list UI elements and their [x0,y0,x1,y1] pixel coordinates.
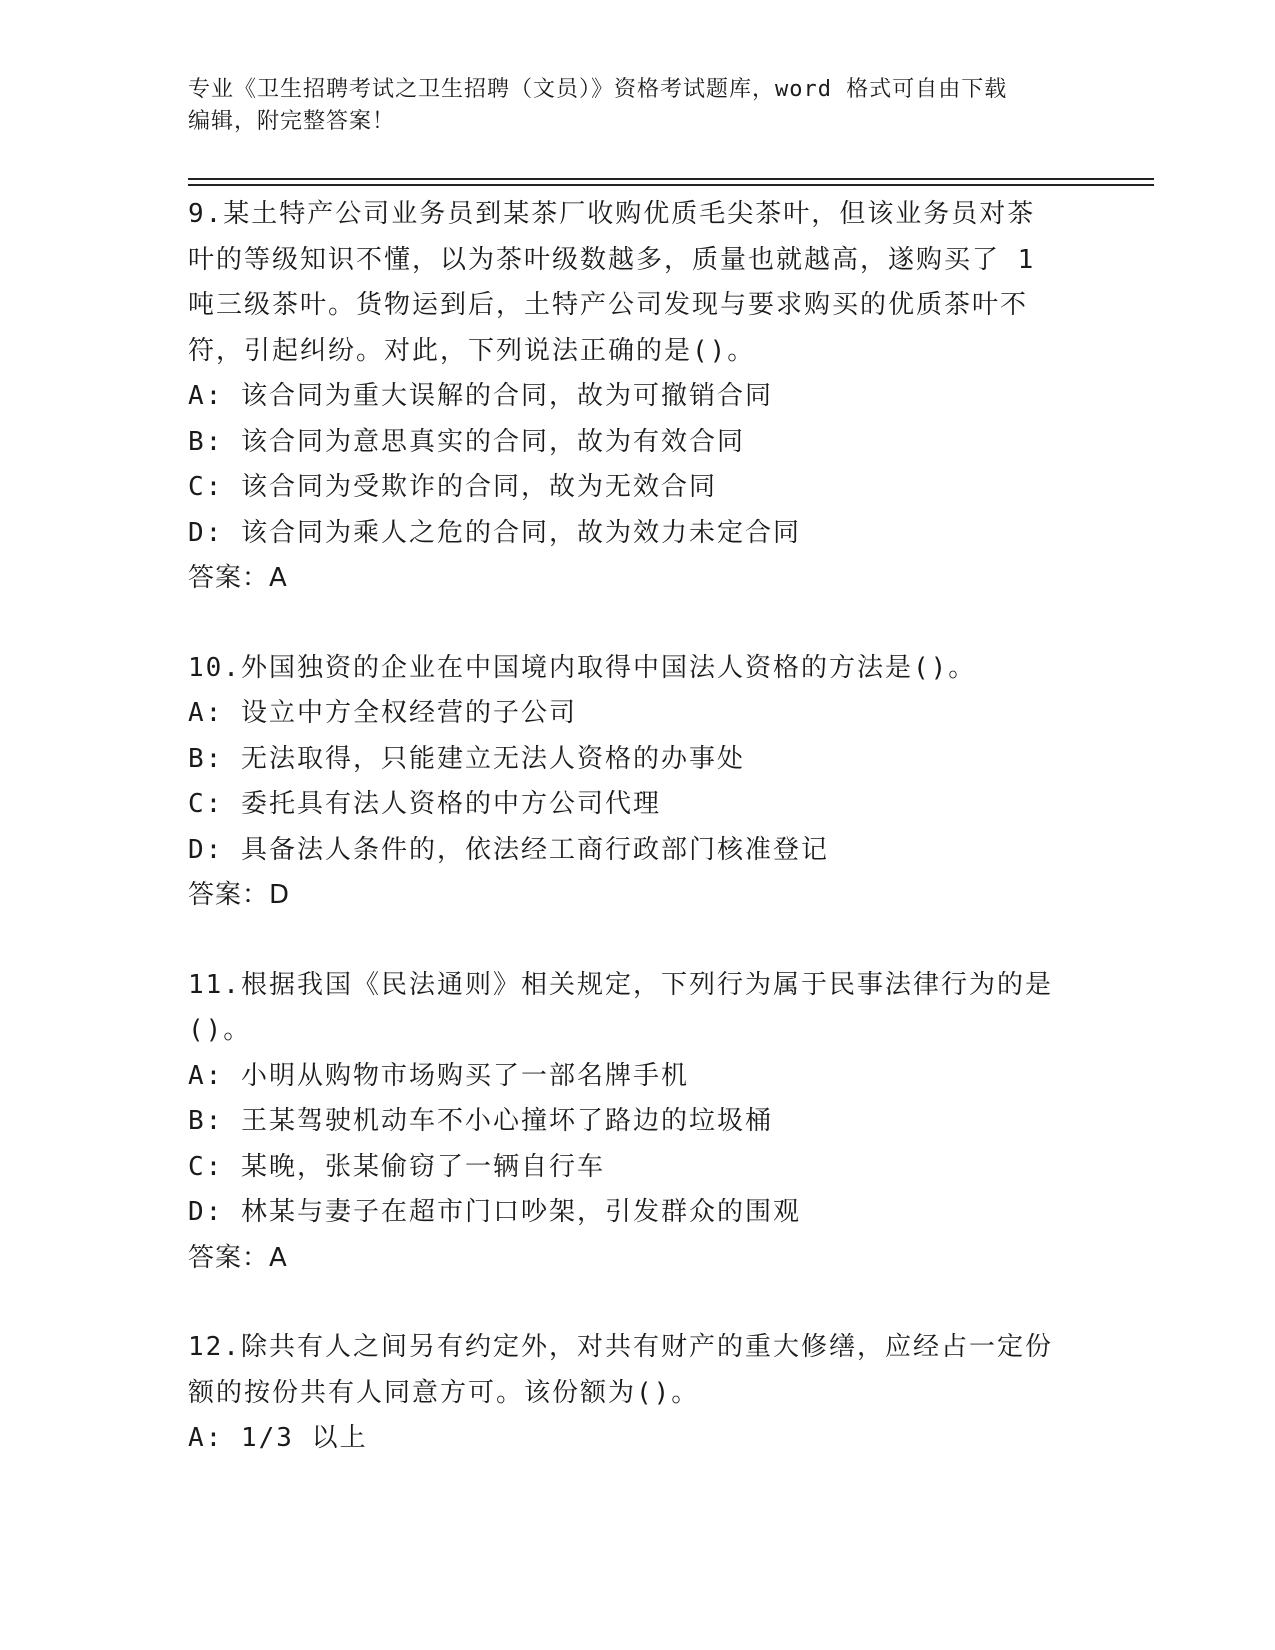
question-stem-line: 吨三级茶叶。货物运到后，土特产公司发现与要求购买的优质茶叶不 [188,290,1029,320]
header-line-2: 编辑，附完整答案！ [188,109,396,134]
option-c: C: 该合同为受欺诈的合同，故为无效合同 [188,472,717,502]
question-stem-line: 11.根据我国《民法通则》相关规定，下列行为属于民事法律行为的是 [188,969,1053,1000]
option-c: C: 委托具有法人资格的中方公司代理 [188,789,661,819]
answer-label: 答案： [188,880,270,910]
question-stem-line: 10.外国独资的企业在中国境内取得中国法人资格的方法是()。 [188,652,977,683]
option-d: D: 该合同为乘人之危的合同，故为效力未定合同 [188,517,801,548]
question-10 [188,646,1088,919]
question-stem-line: 9.某土特产公司业务员到某茶厂收购优质毛尖茶叶，但该业务员对茶 [188,199,1036,229]
question-list [188,192,1088,1506]
option-b: B: 王某驾驶机动车不小心撞坏了路边的垃圾桶 [188,1106,773,1136]
option-a: A: 小明从购物市场购买了一部名牌手机 [188,1060,689,1091]
question-9 [188,192,1088,602]
option-a: A: 设立中方全权经营的子公司 [188,698,577,728]
question-12 [188,1325,1088,1462]
option-d: D: 具备法人条件的，依法经工商行政部门核准登记 [188,834,829,865]
answer-value: A [269,1242,288,1273]
option-b: B: 该合同为意思真实的合同，故为有效合同 [188,426,745,457]
option-a: A: 1/3 以上 [188,1423,368,1453]
answer-line [188,1236,1088,1282]
question-stem-line: 12.除共有人之间另有约定外，对共有财产的重大修缮，应经占一定份 [188,1332,1053,1362]
answer-line [188,556,1088,602]
option-c: C: 某晚，张某偷窃了一辆自行车 [188,1151,605,1182]
option-a: A: 该合同为重大误解的合同，故为可撤销合同 [188,381,773,411]
answer-value: A [269,563,288,593]
question-stem-line: ()。 [188,1015,252,1045]
question-stem-line: 额的按份共有人同意方可。该份额为()。 [188,1377,700,1408]
answer-line [188,873,1088,919]
header-divider-top [188,178,1154,180]
option-b: B: 无法取得，只能建立无法人资格的办事处 [188,743,745,774]
header-divider-bottom [188,184,1154,186]
header-line-1: 专业《卫生招聘考试之卫生招聘（文员）》资格考试题库，word 格式可自由下载 [188,77,1008,102]
question-stem-line: 符，引起纠纷。对此，下列说法正确的是()。 [188,335,756,366]
answer-label: 答案： [188,1242,270,1273]
answer-value: D [269,880,291,910]
option-d: D: 林某与妻子在超市门口吵架，引发群众的围观 [188,1197,801,1227]
question-stem-line: 叶的等级知识不懂，以为茶叶级数越多，质量也就越高，遂购买了 1 [188,244,1036,275]
question-11 [188,963,1088,1282]
answer-label: 答案： [188,563,270,593]
document-header [188,74,1068,138]
